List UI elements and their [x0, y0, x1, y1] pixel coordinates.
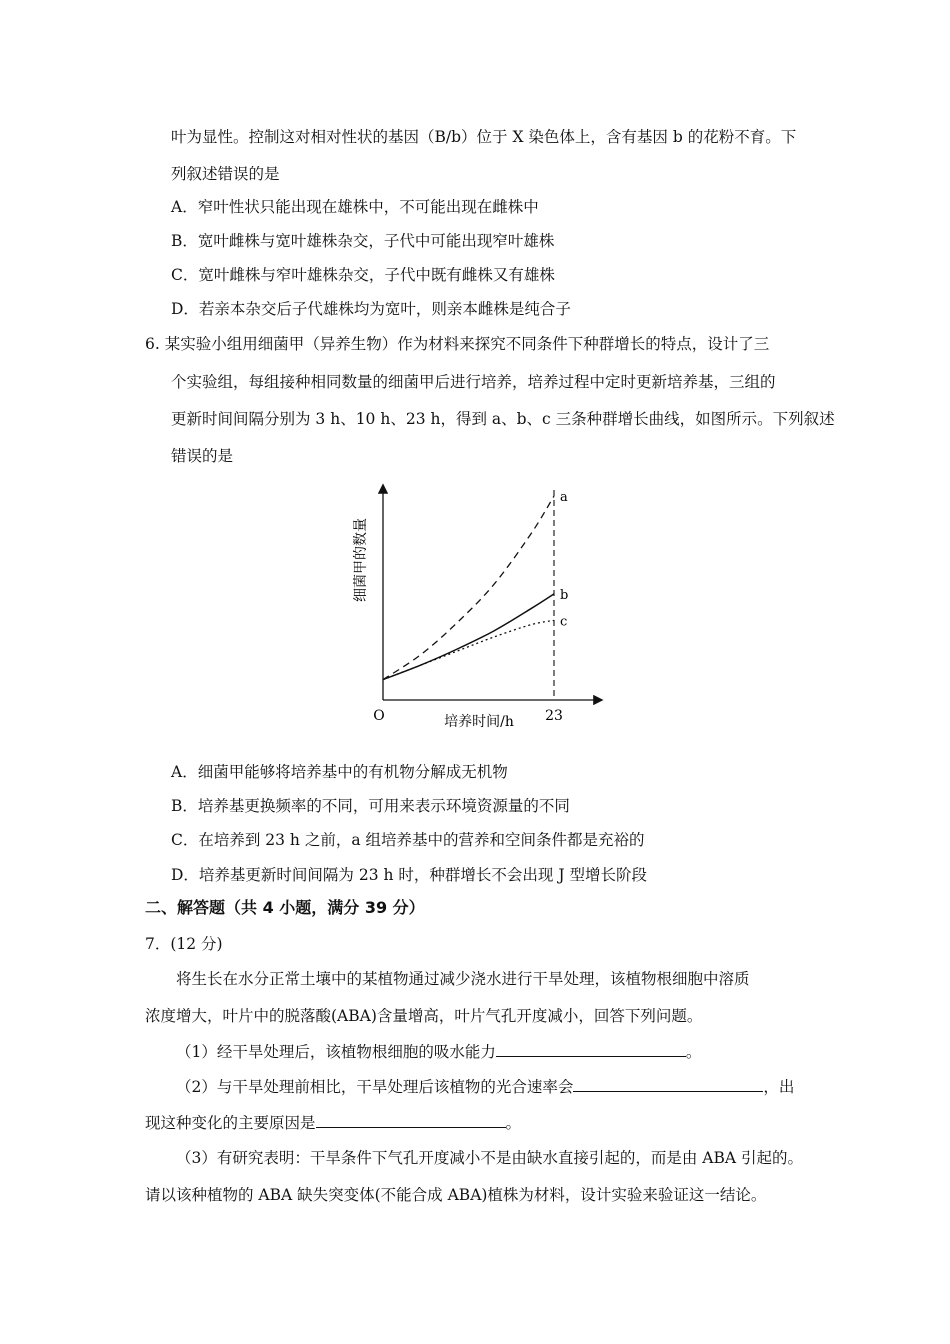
q7-part2-reason-blank[interactable]	[316, 1113, 506, 1128]
q7-part3-line1: （3）有研究表明：干旱条件下气孔开度减小不是由缺水直接引起的，而是由 ABA 引起的。	[176, 1149, 803, 1167]
q7-number: 7．(12 分)	[145, 935, 223, 953]
q7-part2-answer-blank[interactable]	[573, 1077, 763, 1092]
series-a-label: a	[560, 490, 568, 505]
q5-option-b: B．宽叶雌株与宽叶雄株杂交，子代中可能出现窄叶雄株	[171, 232, 555, 250]
series-c-label: c	[560, 614, 568, 630]
q7-part2-line2	[145, 1113, 521, 1133]
q5-option-a: A．窄叶性状只能出现在雄株中，不可能出现在雌株中	[171, 198, 539, 216]
q7-part1-end: 。	[685, 1043, 702, 1061]
q5-option-d: D．若亲本杂交后子代雄株均为宽叶，则亲本雌株是纯合子	[171, 300, 571, 318]
q5-option-c: C．宽叶雌株与窄叶雄株杂交，子代中既有雌株又有雄株	[171, 266, 555, 284]
q7-part1-text: （1）经干旱处理后，该植物根细胞的吸水能力	[176, 1043, 496, 1061]
q6-option-d: D．培养基更新时间间隔为 23 h 时，种群增长不会出现 J 型增长阶段	[171, 866, 647, 884]
q7-part2	[176, 1077, 794, 1097]
q7-part2-reason-text: 现这种变化的主要原因是	[145, 1114, 316, 1132]
q6-stem-line1: 6. 某实验小组用细菌甲（异养生物）作为材料来探究不同条件下种群增长的特点，设计了三	[145, 335, 770, 353]
series-b-label: b	[560, 587, 569, 603]
x-tick-label-23: 23	[545, 708, 563, 724]
q7-part2-text: （2）与干旱处理前相比，干旱处理后该植物的光合速率会	[176, 1078, 574, 1096]
q6-stem-line2: 个实验组，每组接种相同数量的细菌甲后进行培养，培养过程中定时更新培养基，三组的	[171, 373, 776, 391]
section-heading: 二、解答题（共 4 小题，满分 39 分）	[145, 898, 425, 917]
q7-part3-line2: 请以该种植物的 ABA 缺失突变体(不能合成 ABA)植株为材料，设计实验来验证这一结论。	[145, 1186, 767, 1204]
population-growth-chart	[345, 478, 635, 738]
q6-option-c: C．在培养到 23 h 之前，a 组培养基中的营养和空间条件都是充裕的	[171, 831, 645, 849]
q6-stem-line3: 更新时间间隔分别为 3 h、10 h、23 h，得到 a、b、c 三条种群增长曲线，如图所示。下列叙述	[171, 410, 835, 428]
q6-stem-line4: 错误的是	[171, 447, 234, 465]
series-c-curve	[383, 620, 554, 679]
q5-stem-line1: 叶为显性。控制这对相对性状的基因（B/b）位于 X 染色体上，含有基因 b 的花粉不育。下	[171, 128, 797, 146]
q7-part2-reason-end: 。	[505, 1114, 522, 1132]
q7-intro-line2: 浓度增大，叶片中的脱落酸(ABA)含量增高，叶片气孔开度减小，回答下列问题。	[145, 1007, 703, 1025]
series-a-curve	[383, 496, 554, 680]
q5-stem-line2: 列叙述错误的是	[171, 165, 280, 183]
q7-part2-end: ，出	[763, 1078, 795, 1096]
q7-part1-answer-blank[interactable]	[496, 1042, 686, 1057]
y-axis-label: 细菌甲的数量	[353, 518, 369, 602]
q6-option-b: B．培养基更换频率的不同，可用来表示环境资源量的不同	[171, 797, 570, 815]
q7-part1	[176, 1042, 701, 1062]
q6-option-a: A．细菌甲能够将培养基中的有机物分解成无机物	[171, 763, 508, 781]
q7-intro-line1: 将生长在水分正常土壤中的某植物通过减少浇水进行干旱处理，该植物根细胞中溶质	[176, 970, 750, 988]
x-axis-label: 培养时间/h	[444, 714, 514, 730]
series-b-curve	[383, 594, 554, 680]
origin-label: O	[373, 708, 385, 724]
